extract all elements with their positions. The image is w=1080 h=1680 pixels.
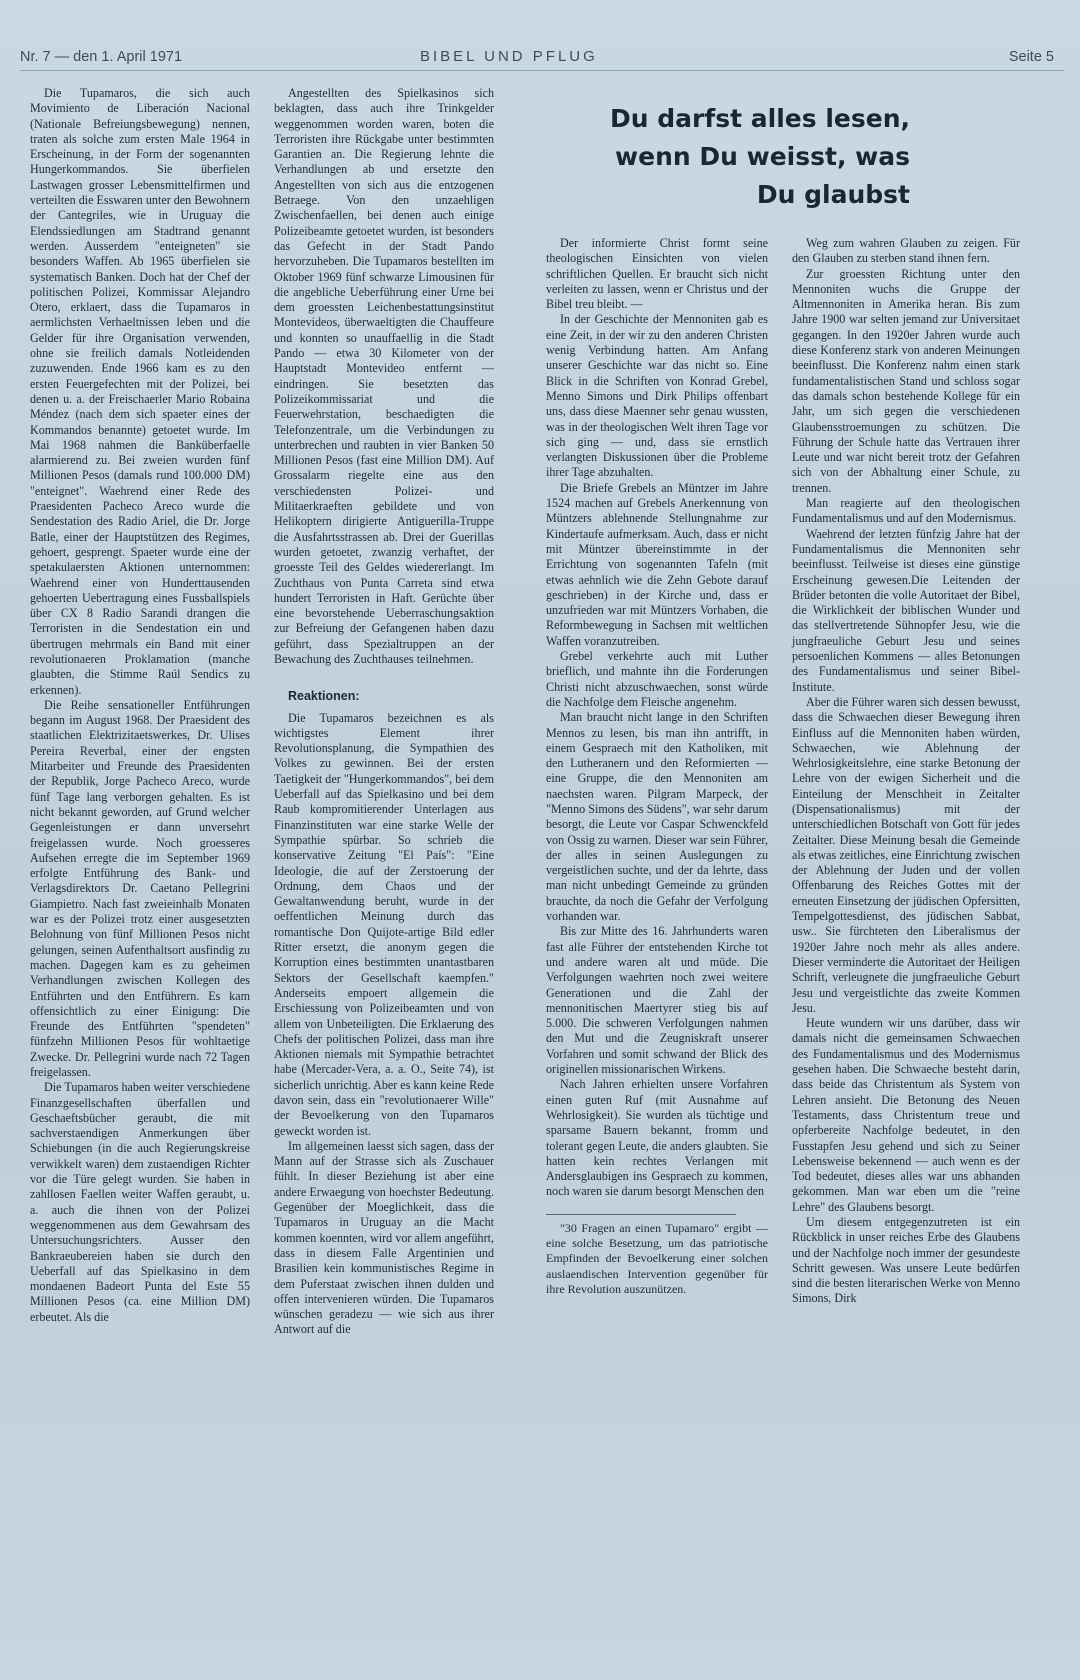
paragraph: Weg zum wahren Glauben zu zeigen. Für den Glauben zu sterben stand ihnen fern. [792, 236, 1020, 266]
page-header [20, 46, 1064, 71]
paragraph: Nach Jahren erhielten unsere Vorfahren einen guten Ruf (mit Ausnahme auf Wehrlosigkeit). Sie wurden als tüchtige und sparsame Bauern bekannt, fromm und tolerant gegen Leute, die anders glaubten. Sie hatten kein rechtes Verlangen mit Andersglaubigen ins Gespraech zu kommen, noch waren sie darum besorgt Menschen den [546, 1077, 768, 1199]
section-heading: Reaktionen: [288, 689, 360, 704]
paragraph: Zur groessten Richtung unter den Mennoniten wuchs die Gruppe der Altmennoniten in Amerika heran. Bis zum Jahre 1900 war selten jemand zur Universitaet gegangen. In den 1920er Jahren wurde auch diese Konferenz stark von anderen Meinungen beeinflusst. Die Konferenz nahm einen stark fundamentalistischen Stand und schloss sogar das damals schon bestehende Kollege für ein Jahr, um sich gegen die verschiedenen Glaubensstroemungen zu schützen. Die Führung der Schule hatte das Vertrauen ihrer Leute und war nicht bereit trotz der Gefahren sich von der Abhaltung einer Schule, zu trennen. [792, 266, 1020, 495]
paragraph: Die Tupamaros haben weiter verschiedene Finanzgesellschaften überfallen und Geschaeftsbücher geraubt, die mit sachverstaendigen Anmerkungen über Schiebungen (in die auch Regierungskreise verwikkelt waren) dem zustaendigen Richter vor die Türe gelegt wurden. Sie haben in zahllosen Faellen weiter Waffen geraubt, u. a. auch die ihnen von der Polizei weggenommenen aus dem Gewahrsam des Untersuchungsrichters. Ausser den Bankraeubereien haben sie durch den Ueberfall auf das Spielkasino in dem mondaenen Badeort Punta del Este 55 Millionen Pesos (ca. eine Million DM) erbeutet. Als die [30, 1080, 250, 1324]
paragraph: Die Tupamaros bezeichnen es als wichtigstes Element ihrer Revolutionsplanung, die Sympathien des Volkes zu gewinnen. Bei der ersten Taetigkeit der "Hungerkommandos", bei dem Ueberfall auf das Spielkasino und bei dem Raub kompromitierender Unterlagen aus Finanzinstituten war eine starke Welle der Sympathie spürbar. So schrieb die konservative Zeitung "El País": "Eine Ideologie, die auf der Zerstoerung der Ordnung, dem Chaos und der Gewaltanwendung beruht, wurde in der oeffentlichen Meinung durch das romantische Don Quijote-artige Bild edler Ritter ersetzt, die anonym gegen die Korruption eines bestimmten unantastbaren Sektors der Gesellschaft kaempfen." Anderseits empoert allgemein die Erschiessung von Polizeibeamten und von allem von Unbeteiligten. Die Erklaerung des Chefs der politischen Polizei, dass man ihre Aktionen niemals mit Sympathie betrachtet habe (Mercader-Vera, a. a. O., Seite 74), ist sicherlich unrichtig. Aber es kann keine Rede davon sein, dass ein "revolutionaerer Wille" der Bevoelkerung von den Tupamaros geweckt worden ist. [274, 710, 494, 1138]
paragraph: Aber die Führer waren sich dessen bewusst, dass die Schwaechen dieser Bewegung ihren Einfluss auf die Mennoniten haben würden, Schwaechen, wie Ablehnung der Wehrlosigkeitslehre, eine starke Betonung der Lehre von der ewigen Sicherheit und die Einteilung der Menschheit in Zeitalter (Dispensationalismus) mit der unterschiedlichen Botschaft von Gott für jedes Zeitalter. Diese Meinung besah die Gemeinde als etwas zeitliches, eine Einrichtung zwischen der Ablehnung der Juden und der vollen Offenbarung des Reiches Gottes mit der erneuten Einsetzung der jüdischen Opfersitten, Tempelgottesdienst, des jüdischen Sabbat, usw.. Sie fürchteten den Liberalismus der 1920er Jahre noch mehr als alles andere. Dieser verminderte die Autoritaet der Heiligen Schrift, verleugnete die jungfraeuliche Geburt Jesu und vergeistlichte das zweite Kommen Jesu. [792, 694, 1020, 1015]
paragraph: Waehrend der letzten fünfzig Jahre hat der Fundamentalismus die Mennoniten sehr beeinflusst. Teilweise ist dieses eine günstige Erscheinung gewesen.Die Leitenden der Brüder betonten die volle Autoritaet der Bibel, die Wirklichkeit der biblischen Wunder und das stellvertretende Sühnopfer Jesu, wie die jungfraeuliche Geburt Jesu und seines persoenlichen Kommens — alles Betonungen des Fundamentalismus und seiner Bibel-Institute. [792, 526, 1020, 694]
paragraph: Die Tupamaros, die sich auch Movimiento de Liberación Nacional (Nationale Befreiungsbewegung) nennen, traten als solche zum ersten Male 1964 in Erscheinung, in der Form der sogenannten Hungerkommandos. Sie überfielen Lastwagen grosser Lebensmittelfirmen und verteilten die Esswaren unter den Bewohnern der Cantegriles, wie in Uruguay die Elendssiedlungen am Stadtrand genannt werden. Ausserdem "enteigneten" sie besonders Waffen. Ab 1965 überfielen sie systematisch Banken. Doch hat der Chef der politischen Polizei, Kommissar Alejandro Otero, erklaert, dass die Tupamaros in aermlichsten Verhaeltnissen leben und die Gelder für ihre Organisation verwenden, ohne sie freilich damals Notleidenden zuzuwenden. Ende 1966 kam es zu den ersten Feuergefechten mit der Polizei, bei denen u. a. der Freischaerler Mario Robaina Méndez (nach dem sich spaeter eines der Kommandos benannte) getoetet wurde. Im Mai 1968 nahmen die Banküberfaelle alarmierend zu. Bei zweien wurden fünf Millionen Pesos (damals rund 100.000 DM) "enteignet". Waehrend einer Rede des Praesidenten Pacheco Areco wurde die Sendestation des Radio Ariel, die Dr. Jorge Batle, einer der Hauptstützen des Regimes, gehoert, gesprengt. Spaeter wurde eine der spetakulaersten Aktionen unternommen: Waehrend einer von Hunderttausenden gehoerten Uebertragung eines Fussballspiels über CX 8 Radio Sarandi drangen die Terroristen in die Sendestation ein und übertrugen mehrmals ein Band mit einer revolutionaeren Proklamation (manche glaubten, die Stimme Raúl Sendics zu erkennen). [30, 86, 250, 697]
article-tupamaros-col2 [274, 86, 494, 1338]
paragraph: Im allgemeinen laesst sich sagen, dass der Mann auf der Strasse sich als Zuschauer fühlt. In dieser Beziehung ist aber eine andere Erwaegung von hoechster Bedeutung. Gegenüber der Moeglichkeit, dass die Tupamaros in Uruguay an die Macht kommen koennten, wird vor allem angeführt, dass in diesem Falle Argentinien und Brasilien kein kommunistisches Regime in dem Puferstaat zwischen ihnen dulden und offen intervenieren würden. Die Tupamaros wünschen geradezu — wie sich aus ihrer Antwort auf die [274, 1138, 494, 1337]
paragraph: Bis zur Mitte des 16. Jahrhunderts waren fast alle Führer der entstehenden Kirche tot und andere waren alt und müde. Die Verfolgungen waehrten noch zwei weitere Generationen und die Zahl der mennonitischen Maertyrer stieg bis auf 5.000. Die schweren Verfolgungen nahmen den Mut und die Zeugniskraft unserer Vorfahren und somit schwand der Blick des originellen missionarischen Wirkens. [546, 924, 768, 1077]
title-line: wenn Du weisst, was [615, 142, 910, 171]
paragraph: Heute wundern wir uns darüber, dass wir damals nicht die gemeinsamen Schwaechen des Fundamentalismus und des Modernismus gesehen haben. Die Schwaeche besteht darin, dass beide das Christentum als System von Lehren ansieht. Die Betonung des Neuen Testaments, dass Christentum treue und opferbereite Nachfolge bedeutet, in den Fusstapfen Jesu gehend und sich zu Seiner Lebensweise bekennend — auch wenn es der Tod bedeutet, dieses alles war uns abhanden gekommen. Man war eben um die "reine Lehre" des Glaubens besorgt. [792, 1016, 1020, 1214]
title-line: Du darfst alles lesen, [610, 104, 910, 133]
paragraph: Der informierte Christ formt seine theologischen Einsichten von vielen schriftlichen Quellen. Er braucht sich nicht verleiten zu lassen, wenn er Christus und der Bibel treu bleibt. — [546, 236, 768, 312]
article-tupamaros-col1 [30, 86, 250, 1325]
paragraph: Man reagierte auf den theologischen Fundamentalismus und auf den Modernismus. [792, 496, 1020, 526]
paragraph: Angestellten des Spielkasinos sich beklagten, dass auch ihre Trinkgelder weggenommen worden waren, boten die Terroristen ihre Rückgabe unter bestimmten Garantien an. Die Regierung lehnte die Verhandlungen ab und ersetzte den Angestellten von sich aus die entzogenen Betraege. Von den unzaehligen Zwischenfaellen, bei denen auch einige Polizeibeamte getoetet wurden, ist besonders das Gefecht in der Stadt Pando hervorzuheben. Die Tupamaros bestellten im Oktober 1969 fünf schwarze Limousinen für die angebliche Ueberführung einer Urne bei dem groessten Leichenbestattungsinstitut Montevideos, überwaeltigten die Chauffeure und konnten so unauffaellig in die Stadt Pando — etwa 30 Kilometer von der Hauptstadt Montevideo entfernt — eindringen. Sie besetzten das Polizeikommissariat und die Feuerwehrstation, beschaedigten die Telefonzentrale, um die Verbindungen zu unterbrechen und raubten in vier Banken 50 Millionen Pesos (fast eine Million DM). Auf Grossalarm riegelte eine aus den verschiedensten Polizei- und Militaerkraeften gebildete und von Helikoptern dirigierte Antiguerilla-Truppe die Ausfahrtsstrassen ab. Drei der Guerillas wurden getoetet, zwanzig verhaftet, der groesste Teil des Geldes wiedererlangt. Im Zuchthaus von Punta Carreta sind etwa hundert Terroristen in Haft. Gerüchte über eine bevorstehende Ueberraschungsaktion zur Befreiung der Gefangenen haben dazu geführt, dass Spezialtruppen an der Bewachung des Zuchthauses teilnehmen. [274, 86, 494, 666]
paragraph: Die Briefe Grebels an Müntzer im Jahre 1524 machen auf Grebels Anerkennung von Müntzers ablehnende Stellungnahme zur Kindertaufe aufmerksam. Auch, dass er nicht mit Müntzer übereinstimmte in der Errichtung von sogenannten Tafeln (mit etwas aehnlich wie die Zehn Gebote darauf geschrieben) in der Kirche und, dass er unzufrieden war mit Müntzers Vorhaben, die Reformbewegung in Sachsen mit weltlichen Waffen voranzutreiben. [546, 480, 768, 648]
paragraph: Um diesem entgegenzutreten ist ein Rückblick in unser reiches Erbe des Glaubens und der Nachfolge noch immer der gesundeste Schritt gewesen. Was unsere Leute bedürfen sind die besten literarischen Werke von Menno Simons, Dirk [792, 1215, 1020, 1306]
paragraph: In der Geschichte der Mennoniten gab es eine Zeit, in der wir zu den anderen Christen wenig Verbindung hatten. Am Anfang unserer Geschichte war das nicht so. Eine Blick in die Schriften von Konrad Grebel, Menno Simons und Dirk Philips offenbart uns, dass diese Maenner sehr genau wussten, was in der theologischen Welt ihren Tage vor sich ging — und, dass sie ernstlich verlangten Diskussionen über die Probleme ihrer Tage abzuhalten. [546, 312, 768, 480]
title-line: Du glaubst [756, 180, 910, 209]
paragraph: Grebel verkehrte auch mit Luther brieflich, und mahnte ihn die Forderungen Christi nicht abzuschwaechen, sonst würde die Nachfolge dem Fleische angenehm. [546, 649, 768, 709]
article-title [565, 100, 910, 214]
footnote: "30 Fragen an einen Tupamaro" ergibt — eine solche Besetzung, um das patriotische Empfinden der Bevoelkerung einer solchen auslaendischen Intervention gegenüber für ihre Revolution auszunützen. [546, 1220, 768, 1296]
article-mennoniten-col3 [546, 236, 768, 1297]
paragraph: Man braucht nicht lange in den Schriften Mennos zu lesen, bis man ihn antrifft, in einem Gespraech mit den Katholiken, mit den Lutheranern und den Reformierten — eine Gruppe, die den Mennoniten am naechsten waren. Pilgram Marpeck, der "Menno Simons des Südens", war sehr darum besorgt, die Leute vor Caspar Schwenckfeld von Ossig zu warnen. Dieser war sein Führer, der alles in seinen Auslegungen zu vergeistlichen suchte, und der da lehrte, dass man nicht unbedingt Gemeinde zu gründen brauchte, da noch die Gefahr der Verfolgung vorhanden war. [546, 710, 768, 924]
article-mennoniten-col4 [792, 236, 1020, 1307]
footnote-divider [546, 1214, 736, 1215]
issue-date: Nr. 7 — den 1. April 1971 [20, 49, 183, 65]
magazine-title: BIBEL UND PFLUG [420, 48, 598, 65]
paragraph: Die Reihe sensationeller Entführungen begann im August 1968. Der Praesident des staatlichen Elektrizitaetswerkes, Dr. Ulises Pereira Reverbal, einer der engsten Mitarbeiter und Freunde des Praesidenten der Republik, Jorge Pacheco Areco, wurde fünf Tage lang verborgen gehalten. Es ist nicht bekannt geworden, auf Grund welcher Gegenleistungen er dann unversehrt freigelassen wurde. Noch groesseres Aufsehen erregte die im September 1969 erfolgte Entführung des Bank- und Verlagsdirektors Dr. Caetano Pellegrini Giampietro. Nach fast zweieinhalb Monaten war es der Polizei trotz einer ausgesetzten Belohnung von fünf Millionen Pesos nicht gelungen, seinen Aufenthaltsort ausfindig zu machen. Dagegen kam es zu geheimen Verhandlungen zwischen Kollegen des Entführten und den Entführern. Es kam offensichtlich zu einer Einigung: Die Freunde des Entführten "spendeten" fünfzehn Millionen Pesos für wohltaetige Zwecke. Dr. Pellegrini wurde nach 72 Tagen freigelassen. [30, 697, 250, 1079]
page-number: Seite 5 [1008, 49, 1054, 65]
